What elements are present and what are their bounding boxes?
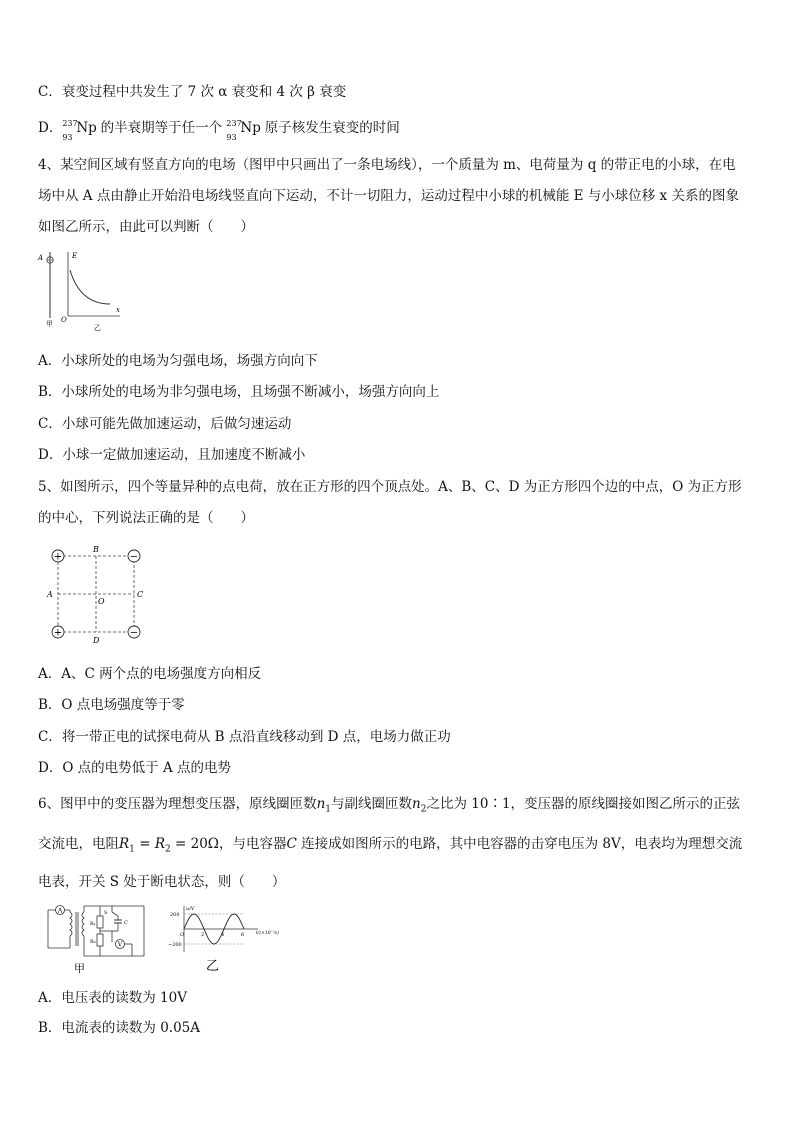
switch-s-icon bbox=[112, 912, 118, 916]
subscript: 1 bbox=[129, 844, 135, 855]
q4-option-a: A．小球所处的电场为匀强电场，场强方向向下 bbox=[38, 353, 318, 369]
resistor-r2-icon bbox=[97, 934, 103, 946]
plus-sign: + bbox=[53, 627, 63, 639]
fig-label-yi: 乙 bbox=[206, 959, 220, 974]
q5-option-d: D．O 点的电势低于 A 点的电势 bbox=[38, 760, 232, 776]
q6-text: 与副线圈匝数 bbox=[331, 796, 413, 812]
primary-coil bbox=[70, 912, 72, 936]
isotope-mass: 237 bbox=[62, 119, 78, 128]
q5-figure bbox=[44, 542, 154, 646]
q6-circuit-figure bbox=[40, 900, 158, 976]
tick-label-6: 6 bbox=[241, 932, 245, 938]
q6-waveform-figure bbox=[166, 902, 296, 976]
secondary-coil bbox=[82, 912, 84, 936]
q6-text: 6、图甲中的变压器为理想变压器，原线圈匝数 bbox=[38, 796, 317, 812]
q6-text: 之比为 10∶1，变压器的原线圈接如图乙所示的正弦 bbox=[426, 796, 741, 812]
q6-stem-line2 bbox=[38, 834, 742, 860]
q6-stem-line3: 电表，开关 S 处于断电状态，则（ ） bbox=[38, 874, 286, 890]
q6-stem-line1 bbox=[38, 794, 740, 820]
point-b-label: B bbox=[93, 545, 99, 554]
q6-text: 连接成如图所示的电路，其中电容器的击穿电压为 8V，电表均为理想交流 bbox=[296, 836, 743, 852]
q5-option-a: A．A、C 两个点的电场强度方向相反 bbox=[38, 666, 262, 682]
symbol-r2: R bbox=[154, 836, 165, 852]
q4-stem-line2: 场中从 A 点由静止开始沿电场线竖直向下运动，不计一切阻力，运动过程中小球的机械能 E 与小球位移 x 关系的图象 bbox=[38, 188, 739, 204]
isotope-number: 93 bbox=[62, 133, 73, 142]
q6-option-a: A．电压表的读数为 10V bbox=[38, 990, 187, 1006]
tick-label-2: 2 bbox=[201, 932, 205, 938]
q5-stem-line2: 的中心，下列说法正确的是（ ） bbox=[38, 510, 254, 526]
fig-label-jia: 甲 bbox=[46, 320, 53, 328]
isotope-np-2 bbox=[226, 118, 261, 142]
q4-option-b: B．小球所处的电场为非匀强电场，且场强不断减小，场强方向向上 bbox=[38, 384, 440, 400]
q4-option-c: C．小球可能先做加速运动，后做匀速运动 bbox=[38, 416, 292, 432]
ammeter-label: A bbox=[57, 907, 63, 915]
axis-label-t: t/(×10⁻²s) bbox=[256, 931, 279, 936]
isotope-number: 93 bbox=[226, 133, 237, 142]
point-c-label: C bbox=[137, 590, 144, 599]
resistor-r1-icon bbox=[97, 916, 103, 928]
tick-label-200: 200 bbox=[170, 912, 180, 918]
subscript: 2 bbox=[164, 844, 171, 855]
q6-option-b: B．电流表的读数为 0.05A bbox=[38, 1020, 201, 1036]
plus-sign: + bbox=[53, 551, 63, 563]
symbol-n1: n bbox=[316, 796, 326, 812]
q3-option-c: C．衰变过程中共发生了 7 次 α 衰变和 4 次 β 衰变 bbox=[38, 84, 347, 100]
q3-option-d-prefix: D． bbox=[38, 120, 63, 136]
axis-label-e: E bbox=[72, 252, 78, 260]
energy-curve bbox=[70, 270, 110, 304]
q5-option-b: B．O 点电场强度等于零 bbox=[38, 697, 185, 713]
subscript: 2 bbox=[420, 804, 427, 815]
symbol-n2: n bbox=[412, 796, 421, 812]
q5-stem-line1: 5、如图所示，四个等量异种的点电荷，放在正方形的四个顶点处。A、B、C、D 为正方形四个边的中点，O 为正方形 bbox=[38, 479, 742, 495]
isotope-symbol: Np bbox=[76, 120, 97, 136]
fig-label-a: A bbox=[38, 254, 44, 262]
point-o-label: O bbox=[98, 597, 105, 606]
isotope-symbol: Np bbox=[240, 120, 261, 136]
fig-label-jia: 甲 bbox=[74, 962, 85, 975]
q4-figure bbox=[36, 246, 126, 334]
q6-text: ，与电容器 bbox=[218, 836, 287, 852]
symbol-c: C bbox=[286, 836, 297, 852]
fig-label-yi: 乙 bbox=[94, 324, 101, 332]
q4-stem-line1: 4、某空间区域有竖直方向的电场（图甲中只画出了一条电场线），一个质量为 m、电荷量为 q 的带正电的小球，在电 bbox=[38, 157, 736, 173]
q4-stem-line3: 如图乙所示，由此可以判断（ ） bbox=[38, 219, 254, 235]
origin-label: O bbox=[180, 932, 185, 938]
q6-text: 交流电，电阻 bbox=[38, 836, 119, 852]
r2-label: R₂ bbox=[90, 939, 96, 945]
axis-label-u: u/V bbox=[186, 906, 195, 912]
origin-label: O bbox=[61, 316, 67, 324]
minus-sign: − bbox=[129, 551, 139, 563]
q5-option-c: C．将一带正电的试探电荷从 B 点沿直线移动到 D 点，电场力做正功 bbox=[38, 729, 451, 745]
subscript: 1 bbox=[325, 804, 332, 815]
r1-label: R₁ bbox=[90, 921, 96, 927]
voltmeter-label: V bbox=[117, 941, 123, 949]
isotope-mass: 237 bbox=[226, 119, 242, 128]
capacitor-label: C bbox=[124, 920, 128, 926]
equals: = bbox=[134, 836, 155, 852]
minus-sign: − bbox=[129, 627, 139, 639]
axis-label-x: x bbox=[116, 306, 120, 314]
symbol-r1: R bbox=[119, 836, 130, 852]
tick-label-4: 4 bbox=[221, 932, 225, 938]
point-d-label: D bbox=[93, 636, 100, 645]
q4-option-d: D．小球一定做加速运动，且加速度不断减小 bbox=[38, 447, 306, 463]
switch-label: S bbox=[104, 910, 108, 916]
isotope-np-1 bbox=[62, 118, 97, 142]
q3-option-d bbox=[38, 118, 400, 142]
q3-option-d-mid: 的半衰期等于任一个 bbox=[96, 120, 227, 136]
tick-label-neg200: −200 bbox=[168, 942, 182, 948]
resistance-value: = 20Ω bbox=[170, 836, 219, 852]
point-a-label: A bbox=[47, 590, 53, 599]
q3-option-d-post: 原子核发生衰变的时间 bbox=[260, 120, 400, 136]
